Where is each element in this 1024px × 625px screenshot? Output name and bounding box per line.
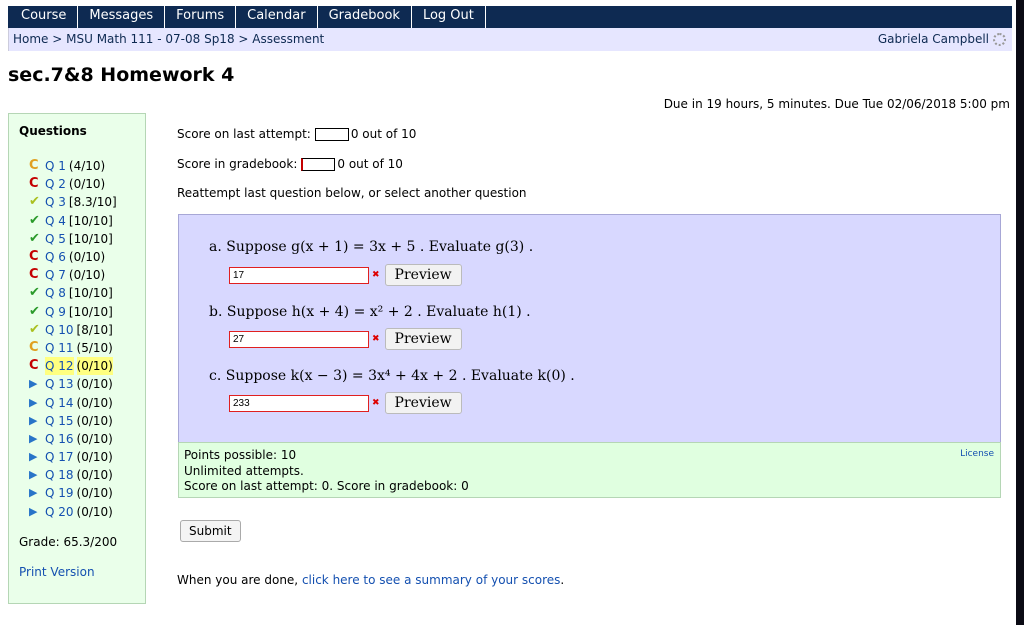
question-score: (0/10) bbox=[76, 395, 113, 410]
question-item[interactable] bbox=[29, 230, 117, 248]
question-link[interactable]: Q 7 bbox=[45, 268, 66, 283]
part-letter: c. bbox=[209, 368, 222, 384]
question-score: (0/10) bbox=[76, 486, 113, 501]
window-edge bbox=[1016, 0, 1024, 625]
checkmark-icon: ✔ bbox=[29, 321, 40, 337]
question-score: (0/10) bbox=[76, 431, 113, 446]
play-icon: ▶ bbox=[29, 450, 38, 464]
question-link[interactable]: Q 13 bbox=[45, 377, 74, 392]
question-item[interactable] bbox=[29, 393, 117, 411]
question-item[interactable] bbox=[29, 484, 117, 502]
retry-icon: C bbox=[29, 358, 39, 374]
question-item[interactable] bbox=[29, 193, 117, 211]
score-summary: Score on last attempt: 0. Score in gradebook: 0 bbox=[184, 479, 469, 493]
gear-icon[interactable] bbox=[993, 33, 1006, 46]
question-item[interactable] bbox=[29, 157, 117, 175]
play-icon: ▶ bbox=[29, 486, 38, 500]
gradebook-bar bbox=[301, 158, 335, 171]
question-score: [10/10] bbox=[68, 304, 113, 319]
question-score: (4/10) bbox=[68, 159, 106, 174]
answer-row-b bbox=[229, 328, 462, 350]
nav-gradebook[interactable]: Gradebook bbox=[318, 6, 412, 28]
part-letter: b. bbox=[209, 304, 223, 320]
question-link[interactable]: Q 20 bbox=[45, 504, 74, 519]
retry-icon: C bbox=[29, 249, 39, 265]
incorrect-x-icon: ✖ bbox=[372, 270, 380, 280]
question-link[interactable]: Q 15 bbox=[45, 413, 74, 428]
question-link[interactable]: Q 3 bbox=[45, 195, 66, 210]
nav-course[interactable]: Course bbox=[8, 6, 78, 28]
gradebook-score bbox=[177, 157, 403, 171]
breadcrumb-current: Assessment bbox=[252, 32, 325, 46]
question-list bbox=[29, 157, 117, 521]
question-item[interactable] bbox=[29, 321, 117, 339]
question-link[interactable]: Q 18 bbox=[45, 468, 74, 483]
breadcrumb-bar bbox=[8, 28, 1012, 51]
page-title: sec.7&8 Homework 4 bbox=[8, 64, 235, 86]
last-attempt-score bbox=[177, 127, 416, 141]
questions-panel bbox=[8, 113, 146, 604]
checkmark-icon: ✔ bbox=[29, 212, 40, 228]
reattempt-instructions: Reattempt last question below, or select another question bbox=[177, 186, 527, 200]
question-score: (0/10) bbox=[68, 268, 106, 283]
breadcrumb-separator: > bbox=[234, 32, 253, 46]
done-message bbox=[177, 573, 564, 587]
answer-row-a bbox=[229, 264, 462, 286]
user-name: Gabriela Campbell bbox=[877, 32, 989, 46]
question-link[interactable]: Q 1 bbox=[45, 159, 66, 174]
due-date: Due in 19 hours, 5 minutes. Due Tue 02/06/2018 5:00 pm bbox=[663, 97, 1010, 111]
retry-icon: C bbox=[29, 158, 39, 174]
question-item[interactable] bbox=[29, 248, 117, 266]
play-icon: ▶ bbox=[29, 377, 38, 391]
done-prefix: When you are done, bbox=[177, 573, 302, 587]
breadcrumb-course[interactable]: MSU Math 111 - 07-08 Sp18 bbox=[66, 32, 235, 46]
question-link[interactable]: Q 11 bbox=[45, 340, 74, 355]
retry-icon: C bbox=[29, 176, 39, 192]
question-link[interactable]: Q 2 bbox=[45, 177, 66, 192]
question-score: [10/10] bbox=[68, 286, 113, 301]
question-box bbox=[178, 214, 1001, 443]
question-link[interactable]: Q 6 bbox=[45, 250, 66, 265]
question-part-b bbox=[209, 304, 531, 320]
question-item[interactable] bbox=[29, 339, 117, 357]
license-link[interactable]: License bbox=[960, 449, 994, 459]
question-item[interactable] bbox=[29, 212, 117, 230]
retry-icon: C bbox=[29, 267, 39, 283]
gradebook-label: Score in gradebook: bbox=[177, 157, 298, 171]
question-item[interactable] bbox=[29, 503, 117, 521]
play-icon: ▶ bbox=[29, 413, 38, 427]
preview-button-c[interactable]: Preview bbox=[385, 392, 462, 414]
question-link[interactable]: Q 5 bbox=[45, 231, 66, 246]
done-suffix: . bbox=[560, 573, 565, 587]
breadcrumb-home[interactable]: Home bbox=[13, 32, 49, 46]
question-link[interactable]: Q 8 bbox=[45, 286, 66, 301]
question-item[interactable] bbox=[29, 175, 117, 193]
user-menu[interactable] bbox=[878, 32, 1006, 46]
part-text: Suppose k(x − 3) = 3x⁴ + 4x + 2 . Evaluate k(0) . bbox=[225, 368, 575, 384]
breadcrumb-separator: > bbox=[48, 32, 67, 46]
question-item[interactable] bbox=[29, 266, 117, 284]
checkmark-icon: ✔ bbox=[29, 303, 40, 319]
nav-forums[interactable]: Forums bbox=[165, 6, 236, 28]
play-icon: ▶ bbox=[29, 395, 38, 409]
preview-button-a[interactable]: Preview bbox=[385, 264, 462, 286]
question-score: [10/10] bbox=[68, 231, 113, 246]
question-item[interactable] bbox=[29, 284, 117, 302]
question-item[interactable] bbox=[29, 412, 117, 430]
last-attempt-bar bbox=[315, 128, 349, 141]
question-score: (0/10) bbox=[76, 413, 113, 428]
question-link[interactable]: Q 10 bbox=[45, 322, 74, 337]
nav-messages[interactable]: Messages bbox=[78, 6, 165, 28]
preview-button-b[interactable]: Preview bbox=[385, 328, 462, 350]
question-score: (0/10) bbox=[76, 377, 113, 392]
question-score: (0/10) bbox=[68, 177, 106, 192]
question-score: (0/10) bbox=[76, 504, 113, 519]
question-score: [10/10] bbox=[68, 213, 113, 228]
checkmark-icon: ✔ bbox=[29, 285, 40, 301]
attempts-info: Unlimited attempts. bbox=[184, 463, 304, 478]
checkmark-icon: ✔ bbox=[29, 194, 40, 210]
questions-heading: Questions bbox=[19, 124, 87, 138]
question-item[interactable] bbox=[29, 430, 117, 448]
last-attempt-value: 0 out of 10 bbox=[350, 127, 417, 141]
play-icon: ▶ bbox=[29, 468, 38, 482]
answer-input-c[interactable]: 233 bbox=[229, 395, 369, 412]
top-nav bbox=[8, 6, 1012, 28]
nav-logout[interactable]: Log Out bbox=[412, 6, 486, 28]
question-score: (0/10) bbox=[76, 468, 113, 483]
incorrect-x-icon: ✖ bbox=[372, 334, 380, 344]
question-score: [8/10] bbox=[76, 322, 113, 337]
question-link[interactable]: Q 19 bbox=[45, 486, 74, 501]
answer-input-b[interactable]: 27 bbox=[229, 331, 369, 348]
incorrect-x-icon: ✖ bbox=[372, 398, 380, 408]
submit-button[interactable]: Submit bbox=[180, 520, 241, 542]
print-version-link[interactable]: Print Version bbox=[19, 565, 95, 579]
answer-input-a[interactable]: 17 bbox=[229, 267, 369, 284]
question-item[interactable] bbox=[29, 303, 117, 321]
question-part-a bbox=[209, 239, 533, 255]
question-score: (5/10) bbox=[76, 340, 113, 355]
question-item[interactable] bbox=[29, 357, 117, 375]
question-score: (0/10) bbox=[68, 250, 106, 265]
question-item[interactable] bbox=[29, 466, 117, 484]
last-attempt-label: Score on last attempt: bbox=[177, 127, 311, 141]
question-link[interactable]: Q 4 bbox=[45, 213, 66, 228]
question-info bbox=[178, 442, 1001, 498]
question-link[interactable]: Q 9 bbox=[45, 304, 66, 319]
question-link[interactable]: Q 16 bbox=[45, 431, 74, 446]
question-link[interactable]: Q 17 bbox=[45, 450, 74, 465]
play-icon: ▶ bbox=[29, 504, 38, 518]
checkmark-icon: ✔ bbox=[29, 230, 40, 246]
retry-icon: C bbox=[29, 339, 39, 355]
question-item[interactable] bbox=[29, 448, 117, 466]
question-part-c bbox=[209, 368, 575, 384]
gradebook-value: 0 out of 10 bbox=[337, 157, 403, 171]
answer-row-c bbox=[229, 392, 462, 414]
question-score: (0/10) bbox=[76, 450, 113, 465]
question-link[interactable]: Q 12 bbox=[45, 359, 74, 374]
nav-calendar[interactable]: Calendar bbox=[236, 6, 317, 28]
question-item[interactable] bbox=[29, 375, 117, 393]
question-score: [8.3/10] bbox=[68, 195, 117, 210]
question-link[interactable]: Q 14 bbox=[45, 395, 74, 410]
part-letter: a. bbox=[209, 239, 222, 255]
points-possible: Points possible: 10 bbox=[184, 448, 297, 462]
grade-total: Grade: 65.3/200 bbox=[19, 535, 118, 549]
play-icon: ▶ bbox=[29, 431, 38, 445]
part-text: Suppose h(x + 4) = x² + 2 . Evaluate h(1) . bbox=[226, 304, 531, 320]
part-text: Suppose g(x + 1) = 3x + 5 . Evaluate g(3) . bbox=[226, 239, 534, 255]
question-score: (0/10) bbox=[76, 359, 113, 374]
breadcrumb bbox=[13, 32, 324, 46]
summary-link[interactable]: click here to see a summary of your scores bbox=[301, 573, 561, 587]
